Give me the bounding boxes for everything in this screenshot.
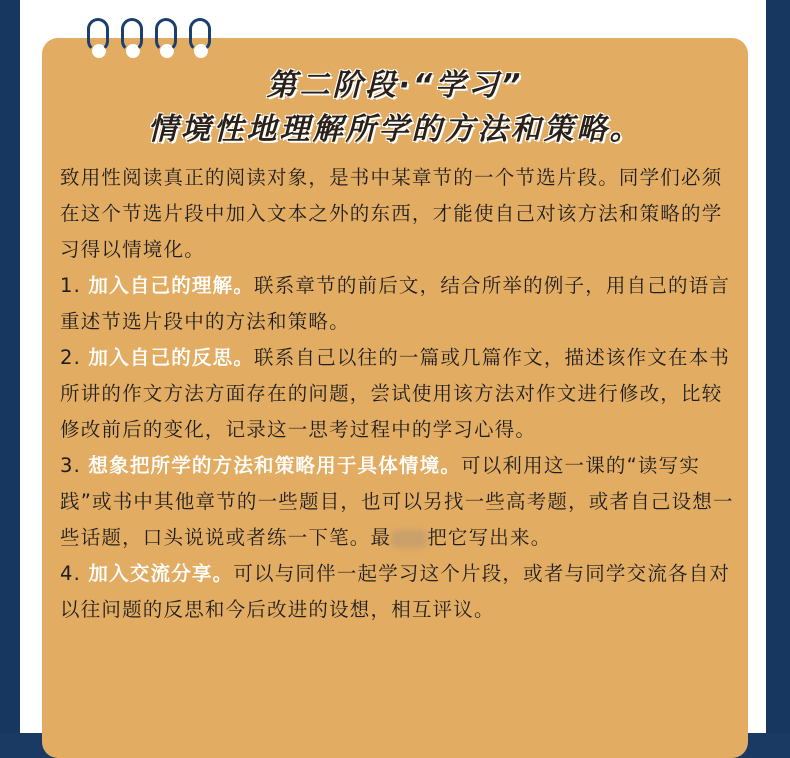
item-number: 4. bbox=[60, 562, 82, 585]
item-number: 1. bbox=[60, 274, 82, 297]
list-item bbox=[60, 340, 740, 448]
item-text-after: 把它写出来。 bbox=[427, 526, 552, 549]
title-line-2: 情境性地理解所学的方法和策略。 bbox=[147, 112, 643, 147]
item-text: 可以利用这一课的“读写实践”或书中其他章节的一些题目，也可以另找一些高考题，或者自己设想一些话题，口头说说或者练一下笔。最 bbox=[60, 454, 734, 549]
list-item bbox=[60, 448, 740, 556]
item-text: 联系自己以往的一篇或几篇作文，描述该作文在本书所讲的作文方法方面存在的问题，尝试使用该方法对作文进行修改，比较修改前后的变化，记录这一思考过程中的学习心得。 bbox=[60, 346, 731, 441]
item-highlight: 加入交流分享。 bbox=[88, 562, 234, 585]
item-number: 2. bbox=[60, 346, 82, 369]
list-item bbox=[60, 268, 740, 340]
intro-paragraph: 致用性阅读真正的阅读对象，是书中某章节的一个节选片段。同学们必须在这个节选片段中加入文本之外的东西，才能使自己对该方法和策略的学习得以情境化。 bbox=[60, 166, 723, 261]
right-border bbox=[766, 0, 790, 733]
list-item bbox=[60, 556, 740, 628]
binder-ring-icon bbox=[86, 18, 112, 60]
binder-ring-icon bbox=[188, 18, 214, 60]
item-highlight: 加入自己的理解。 bbox=[88, 274, 255, 297]
binder-ring-icon bbox=[154, 18, 180, 60]
item-number: 3. bbox=[60, 454, 82, 477]
item-highlight: 加入自己的反思。 bbox=[88, 346, 255, 369]
blurred-text bbox=[391, 530, 427, 548]
item-text: 联系章节的前后文，结合所举的例子，用自己的语言重述节选片段中的方法和策略。 bbox=[60, 274, 731, 333]
item-text: 可以与同伴一起学习这个片段，或者与同学交流各自对以往问题的反思和今后改进的设想，相互评议。 bbox=[60, 562, 731, 621]
body-text bbox=[60, 160, 740, 628]
title-line-1: 第二阶段·“学习” bbox=[266, 68, 524, 103]
item-highlight: 想象把所学的方法和策略用于具体情境。 bbox=[88, 454, 462, 477]
binder-ring-icon bbox=[120, 18, 146, 60]
left-border bbox=[0, 0, 20, 733]
